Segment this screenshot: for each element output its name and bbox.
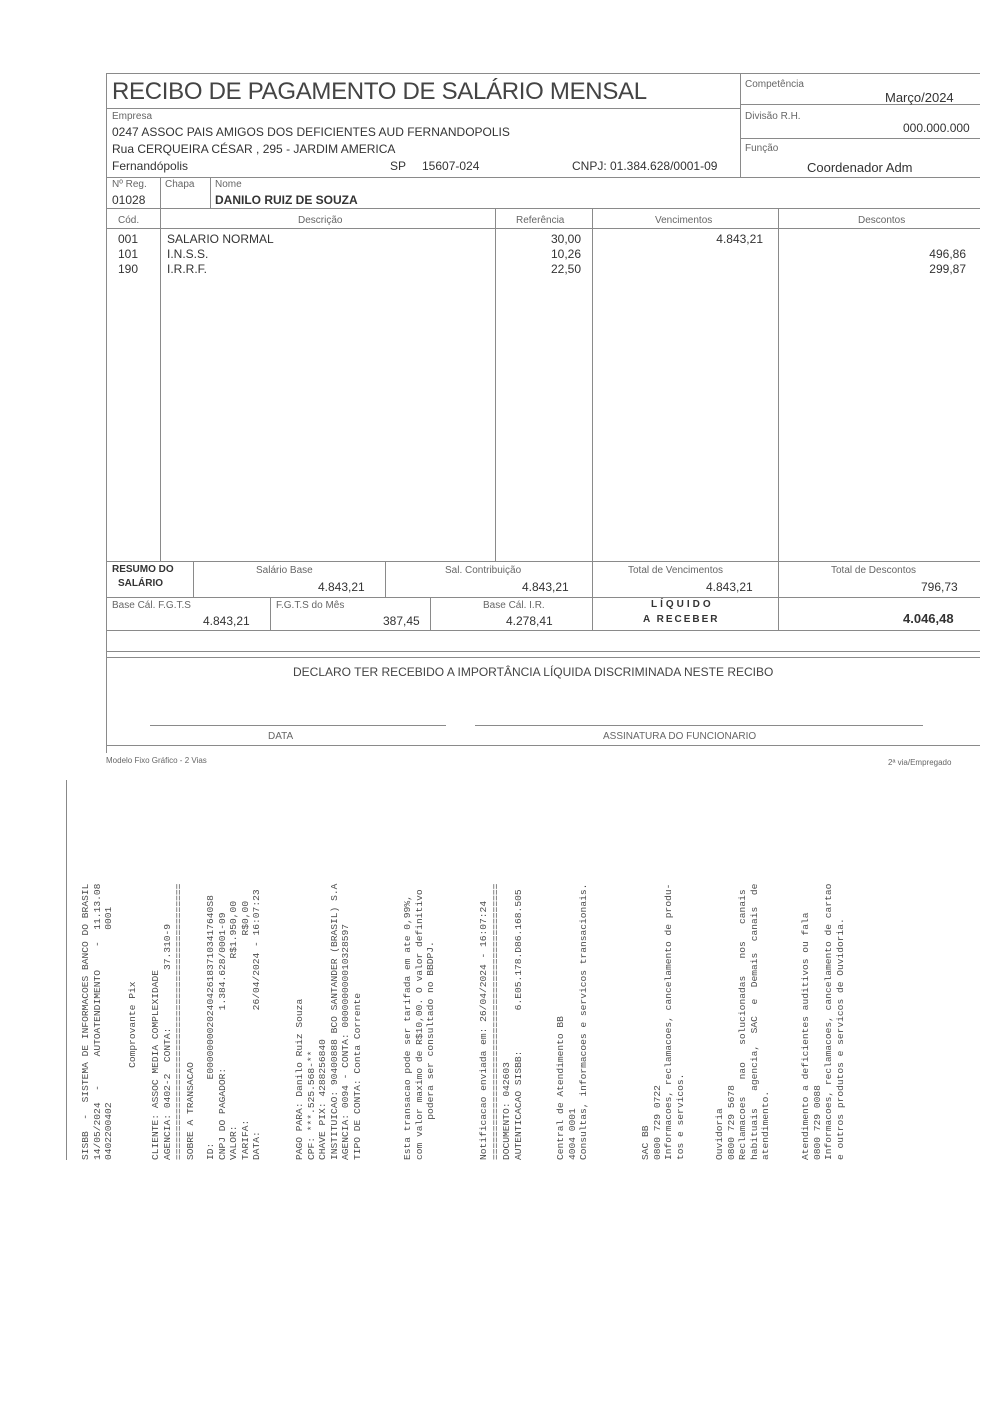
receipt-line: Central de Atendimento BB <box>555 1016 566 1160</box>
vdiv-nreg <box>160 177 161 208</box>
via-text: 2ª via/Empregado <box>888 758 952 767</box>
receipt-line: SAC BB <box>640 1125 651 1160</box>
receipt-ouvidoria <box>714 780 772 1160</box>
col-header-descontos: Descontos <box>858 215 906 226</box>
col-header-descricao: Descrição <box>298 215 343 226</box>
base-ir-label: Base Cál. I.R. <box>483 600 545 611</box>
receipt-line: Atendimento a deficientes auditivos ou fala <box>800 912 811 1160</box>
receipt-line: 0800 729 0088 <box>811 1085 823 1160</box>
hline-title <box>106 108 740 109</box>
sal-contribuicao-value: 4.843,21 <box>522 580 569 594</box>
total-vencimentos-value: 4.843,21 <box>706 580 753 594</box>
hline-resumo-top <box>106 561 980 562</box>
hline-name-top <box>106 177 980 178</box>
cell-referencia: 10,26 <box>550 247 581 261</box>
hline-div <box>740 138 980 139</box>
resumo-label-2: SALÁRIO <box>118 578 163 589</box>
receipt-line: CNPJ DO PAGADOR: 1.384.628/0001-09 <box>216 912 228 1160</box>
endereco: Rua CERQUEIRA CÉSAR , 295 - JARDIM AMERICA <box>112 142 396 156</box>
fgts-mes-value: 387,45 <box>383 614 420 628</box>
receipt-line: CLIENTE: ASSOC MEDIA COMPLEXIDADE <box>150 970 162 1160</box>
receipt-line: 0800 729 0722 <box>651 1085 663 1160</box>
receipt-line: 4004 0001 <box>566 1108 578 1160</box>
modelo-text: Modelo Fixo Gráfico - 2 Vias <box>106 756 207 765</box>
receipt-sac <box>640 780 686 1160</box>
receipt-line: Reclamacoes nao solucionadas nos canais <box>737 889 749 1160</box>
nome-label: Nome <box>215 179 242 190</box>
vdiv-totvenc <box>778 561 779 630</box>
receipt-line: SOBRE A TRANSACAO <box>184 1062 196 1160</box>
cell-cod: 101 <box>118 247 139 261</box>
sal-contribuicao-label: Sal. Contribuição <box>445 565 522 576</box>
liquido-label-2: A RECEBER <box>643 614 720 625</box>
competencia-label: Competência <box>745 79 804 90</box>
receipt-line: ID: E00000000202404261837103417640S8 <box>205 895 216 1160</box>
receipt-client <box>127 780 197 1160</box>
receipt-line: CPF: ***.525.568-** <box>305 1050 317 1160</box>
base-fgts-value: 4.843,21 <box>203 614 250 628</box>
cep: 15607-024 <box>422 159 480 173</box>
vdiv-resumo <box>193 561 194 597</box>
base-fgts-label: Base Cál. F.G.T.S <box>112 600 191 611</box>
hline-decl-2 <box>106 657 980 658</box>
receipt-line: Notificacao enviada em: 26/04/2024 - 16:07:24 <box>478 900 489 1160</box>
cell-referencia: 30,00 <box>550 232 581 246</box>
cell-descontos: 496,86 <box>929 247 966 261</box>
total-descontos-value: 796,73 <box>921 580 958 594</box>
receipt-fee-note <box>402 780 437 1160</box>
receipt-line: Ouvidoria <box>714 1108 725 1160</box>
hline-resumo-mid <box>106 597 980 598</box>
receipt-line: 0402200402 0001 <box>103 906 115 1160</box>
vdiv-header <box>740 73 741 177</box>
receipt-payee <box>294 780 364 1160</box>
vdiv-chapa <box>210 177 211 208</box>
resumo-label-1: RESUMO DO <box>112 564 174 575</box>
receipt-line: podera ser consultado no BBDPJ. <box>425 941 437 1160</box>
receipt-line: Esta transacao pode ser tarifada em ate 0,99%, <box>402 895 413 1160</box>
cell-vencimentos: 4.843,21 <box>716 232 763 246</box>
nreg-label: Nº Reg. <box>112 179 147 190</box>
total-descontos-label: Total de Descontos <box>831 565 917 576</box>
receipt-line: tos e servicos. <box>674 1073 686 1160</box>
receipt-line: habituais agencia, SAC e Demais canais de <box>748 883 760 1160</box>
receipt-line: DATA: 26/04/2024 - 16:07:23 <box>251 889 263 1160</box>
receipt-line: AUTENTICACAO SISBB: 6.E05.178.D86.168.505 <box>512 889 524 1160</box>
vdiv-fgtsmes <box>430 597 431 630</box>
funcao-label: Função <box>745 143 779 154</box>
frame-top <box>106 73 980 74</box>
vdiv-cod <box>160 208 161 561</box>
liquido-value: 4.046,48 <box>903 611 954 626</box>
receipt-line: Informacoes, reclamacoes, cancelamento de produ- <box>663 883 675 1160</box>
receipt-line: Consultas, informacoes e servicos transacionais. <box>578 883 590 1160</box>
receipt-line: PAGO PARA: Danilo Ruiz Souza <box>294 998 305 1160</box>
receipt-line: AGENCIA: 0402-2 CONTA: 37.310-9 <box>161 923 173 1160</box>
cnpj: CNPJ: 01.384.628/0001-09 <box>572 159 718 173</box>
salario-base-label: Salário Base <box>256 565 313 576</box>
liquido-label-1: LÍQUIDO <box>651 599 714 610</box>
col-header-referencia: Referência <box>516 215 565 226</box>
receipt-line: Informacoes, reclamacoes, cancelamento de cartao <box>823 883 835 1160</box>
assinatura-label: ASSINATURA DO FUNCIONARIO <box>603 731 757 742</box>
vdiv-baseir <box>592 597 593 630</box>
divisao-label: Divisão R.H. <box>745 111 801 122</box>
vdiv-venc <box>778 208 779 561</box>
col-header-vencimentos: Vencimentos <box>655 215 713 226</box>
vdiv-ref <box>592 208 593 561</box>
hline-resumo-bottom <box>106 630 980 631</box>
receipt-line: DOCUMENTO: 042603 <box>501 1062 513 1160</box>
receipt-line: Comprovante Pix <box>127 981 138 1160</box>
data-label: DATA <box>268 731 294 742</box>
cell-descricao: I.R.R.F. <box>167 262 208 276</box>
hline-footer <box>106 745 980 746</box>
cell-cod: 190 <box>118 262 139 276</box>
receipt-line: TARIFA: R$0,00 <box>239 900 251 1160</box>
uf: SP <box>390 159 407 173</box>
fgts-mes-label: F.G.T.S do Mês <box>276 600 345 611</box>
receipt-line: TIPO DE CONTA: Conta Corrente <box>351 993 363 1160</box>
receipt-line: AGENCIA: 0094 - CONTA: 000000000010328597 <box>340 923 352 1160</box>
receipt-notification <box>478 780 524 1160</box>
competencia-value: Março/2024 <box>885 90 954 105</box>
vdiv-salbase <box>385 561 386 597</box>
empresa-label: Empresa <box>112 111 153 122</box>
assinatura-line <box>475 725 923 726</box>
col-header-cod: Cód. <box>118 215 140 226</box>
cell-referencia: 22,50 <box>550 262 581 276</box>
divisao-value: 000.000.000 <box>903 121 970 135</box>
nome-value: DANILO RUIZ DE SOUZA <box>215 193 358 207</box>
hline-decl-1 <box>106 651 980 652</box>
vdiv-fgts <box>270 597 271 630</box>
page-title: RECIBO DE PAGAMENTO DE SALÁRIO MENSAL <box>112 78 647 105</box>
receipt-line: INSTITUICAO: 90400888 BCO SANTANDER (BRASIL) S.A <box>328 883 340 1160</box>
receipt-line: ================================================ <box>489 883 501 1160</box>
chapa-label: Chapa <box>165 179 195 190</box>
empresa-value: 0247 ASSOC PAIS AMIGOS DOS DEFICIENTES AUD FERNANDOPOLIS <box>112 125 510 139</box>
receipt-deficientes <box>800 780 846 1160</box>
cell-descontos: 299,87 <box>929 262 966 276</box>
receipt-transaction <box>205 780 263 1160</box>
nreg-value: 01028 <box>112 193 146 207</box>
receipt-central <box>555 780 590 1160</box>
salario-base-value: 4.843,21 <box>318 580 365 594</box>
funcao-value: Coordenador Adm <box>807 160 913 175</box>
base-ir-value: 4.278,41 <box>506 614 553 628</box>
cell-descricao: SALARIO NORMAL <box>167 232 274 246</box>
cell-cod: 001 <box>118 232 139 246</box>
cell-descricao: I.N.S.S. <box>167 247 209 261</box>
vdiv-contrib <box>592 561 593 597</box>
receipt-line: CHAVE PIX: 4288256840 <box>317 1039 329 1160</box>
declaracao-text: DECLARO TER RECEBIDO A IMPORTÂNCIA LÍQUIDA DISCRIMINADA NESTE RECIBO <box>293 665 774 679</box>
hline-table-header <box>106 228 980 229</box>
receipt-line: 0800 729 5678 <box>725 1085 737 1160</box>
receipt-line: e outros produtos e servicos de Ouvidoria. <box>834 918 846 1160</box>
receipt-line: com valor maximo de R$10,00. O valor definitivo <box>413 889 425 1160</box>
data-line <box>150 725 446 726</box>
receipt-line <box>139 780 151 1160</box>
vdiv-desc <box>495 208 496 561</box>
receipt-line: 14/05/2024 - AUTOATENDIMENTO - 11.13.08 <box>91 883 103 1160</box>
receipt-top-rule <box>66 780 67 1160</box>
receipt-line: atendimento. <box>760 1090 772 1160</box>
receipt-line: VALOR: R$1.950,00 <box>228 900 240 1160</box>
total-vencimentos-label: Total de Vencimentos <box>628 565 724 576</box>
receipt-line: ================================================ <box>173 883 185 1160</box>
receipt-line: SISBB - SISTEMA DE INFORMACOES BANCO DO BRASIL <box>80 883 91 1160</box>
receipt-header <box>80 780 115 1160</box>
cidade: Fernandópolis <box>112 159 189 173</box>
hline-name-bottom <box>106 208 980 209</box>
